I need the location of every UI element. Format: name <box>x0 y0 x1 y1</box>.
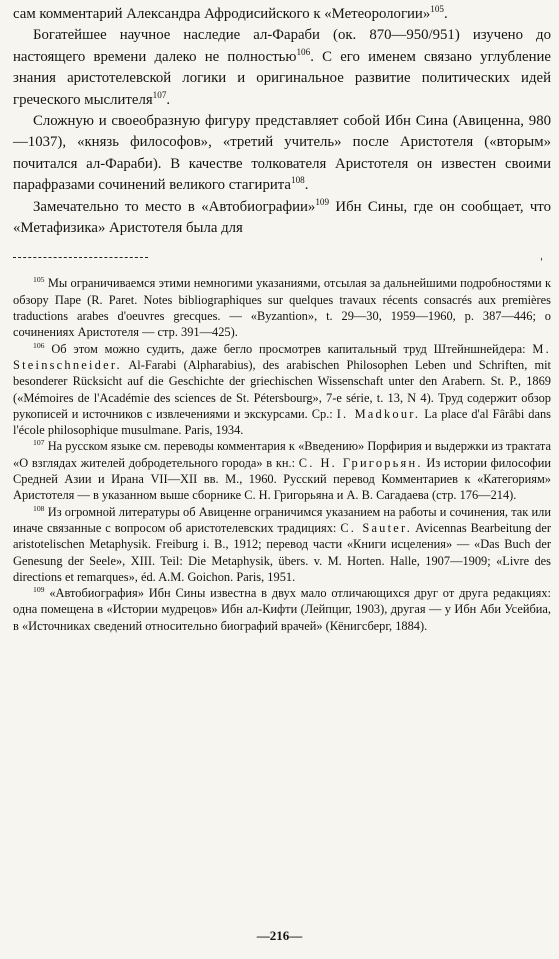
footnote-106: $^{106}$ Об этом можно судить, даже бегло просмотрев капитальный труд Штейншнейдера: M. Steinschneider. Al-Farabi (Alpharabius), des arabischen Philosophen Leben und Schriften, mit besonderer Rücksicht auf die Geschichte der griechischen Wissenschaft unter den Arabern. St. P., 1869 («Mémoires de l'Académie des sciences de St. Pétersbourg», 7-e série, t. 13, N 4). Труд содержит обзор рукописей и источников с извлечениями и экскурсами. Ср.: I. Madkour. La place d'al Fârâbi dans l'école philosophique musulmane. Paris, 1934. <box>13 340 551 438</box>
footnote-ref-106[interactable]: 106 <box>296 46 311 57</box>
paragraph-1: сам комментарий Александра Афродисийского к «Метеорологии»$^{105}$. <box>13 4 448 22</box>
footnote-ref-105[interactable]: 105 <box>430 4 444 15</box>
footnote-107: $^{107}$ На русском языке см. переводы комментария к «Введению» Порфирия и выдержки из трактата «О взглядах жителей добродетельного города» в кн.: С. Н. Григорьян. Из истории философии Средней Азии и Ирана VII—XII вв. М., 1960. Русский перевод Комментариев к «Категориям» Аристотеля — в указанном выше сборнике С. Н. Григорьяна и А. В. Сагадаева (стр. 176—214). <box>13 438 551 503</box>
paragraph-4: Замечательно то место в «Автобиографии»$^{109}$ Ибн Сины, где он сообщает, что «Метафизика» Аристотеля была для <box>13 196 551 237</box>
footnote-109: $^{109}$ «Автобиография» Ибн Сины известна в двух мало отличающихся друг от друга редакциях: одна помещена в «Истории мудрецов» Ибн ал-Кифти (Лейпциг, 1903), другая — у Ибн Аби Усейбиа, в «Источниках сведений относительно биографий врачей» (Кёнигсберг, 1884). <box>13 584 551 633</box>
footnotes <box>13 275 551 634</box>
margin-mark: ˌ <box>539 249 543 263</box>
footnote-108: $^{108}$ Из огромной литературы об Авиценне ограничимся указанием на работы и сочинения, так или иначе связанные с вопросом об аристотелевских традициях: C. Sauter. Avicennas Bearbeitung der aristotelischen Metaphysik. Freiburg i. B., 1912; перевод части «Книги исцеления» — «Das Buch der Genesung der Seele», XIII. Teil: Die Metaphysik, übers. v. M. Horten. Halle, 1907—1909; «Livre des directions et remarques», éd. A.M. Goichon. Paris, 1951. <box>13 503 551 584</box>
paragraph-3: Сложную и своеобразную фигуру представляет собой Ибн Сина (Авиценна, 980—1037), «князь философов», «третий учитель» после Аристотеля («вторым» почитался ал-Фараби). В качестве толкователя Аристотеля он известен своими парафразами сочинений великого стагирита$^{108}$. <box>13 113 551 194</box>
footnote-ref-108[interactable]: 108 <box>291 175 305 186</box>
page-number: —216— <box>256 928 303 943</box>
footnote-105: $^{105}$ Мы ограничиваемся этими немногими указаниями, отсылая за дальнейшими подробностями к обзору Паре (R. Paret. Notes bibliographiques sur quelques travaux récents consacrés aux premières traductions arabes d'oeuvres grecques. — «Byzantion», t. 29—30, 1959—1960, p. 387—446; о сочинениях Аристотеля — стр. 391—425). <box>13 275 551 340</box>
paragraph-2: Богатейшее научное наследие ал-Фараби (ок. 870—950/951) изучено до настоящего времени далеко не полностью$^{106}$. С его именем связано углубление знания аристотелевской логики и оригинальное развитие политических идей греческого мыслителя$^{107}$. <box>13 27 551 108</box>
footnote-ref-109[interactable]: 109 <box>315 196 330 207</box>
main-text <box>13 4 551 239</box>
footnote-ref-107[interactable]: 107 <box>152 89 167 100</box>
separator-rule <box>13 257 148 258</box>
footnote-separator <box>13 249 551 267</box>
